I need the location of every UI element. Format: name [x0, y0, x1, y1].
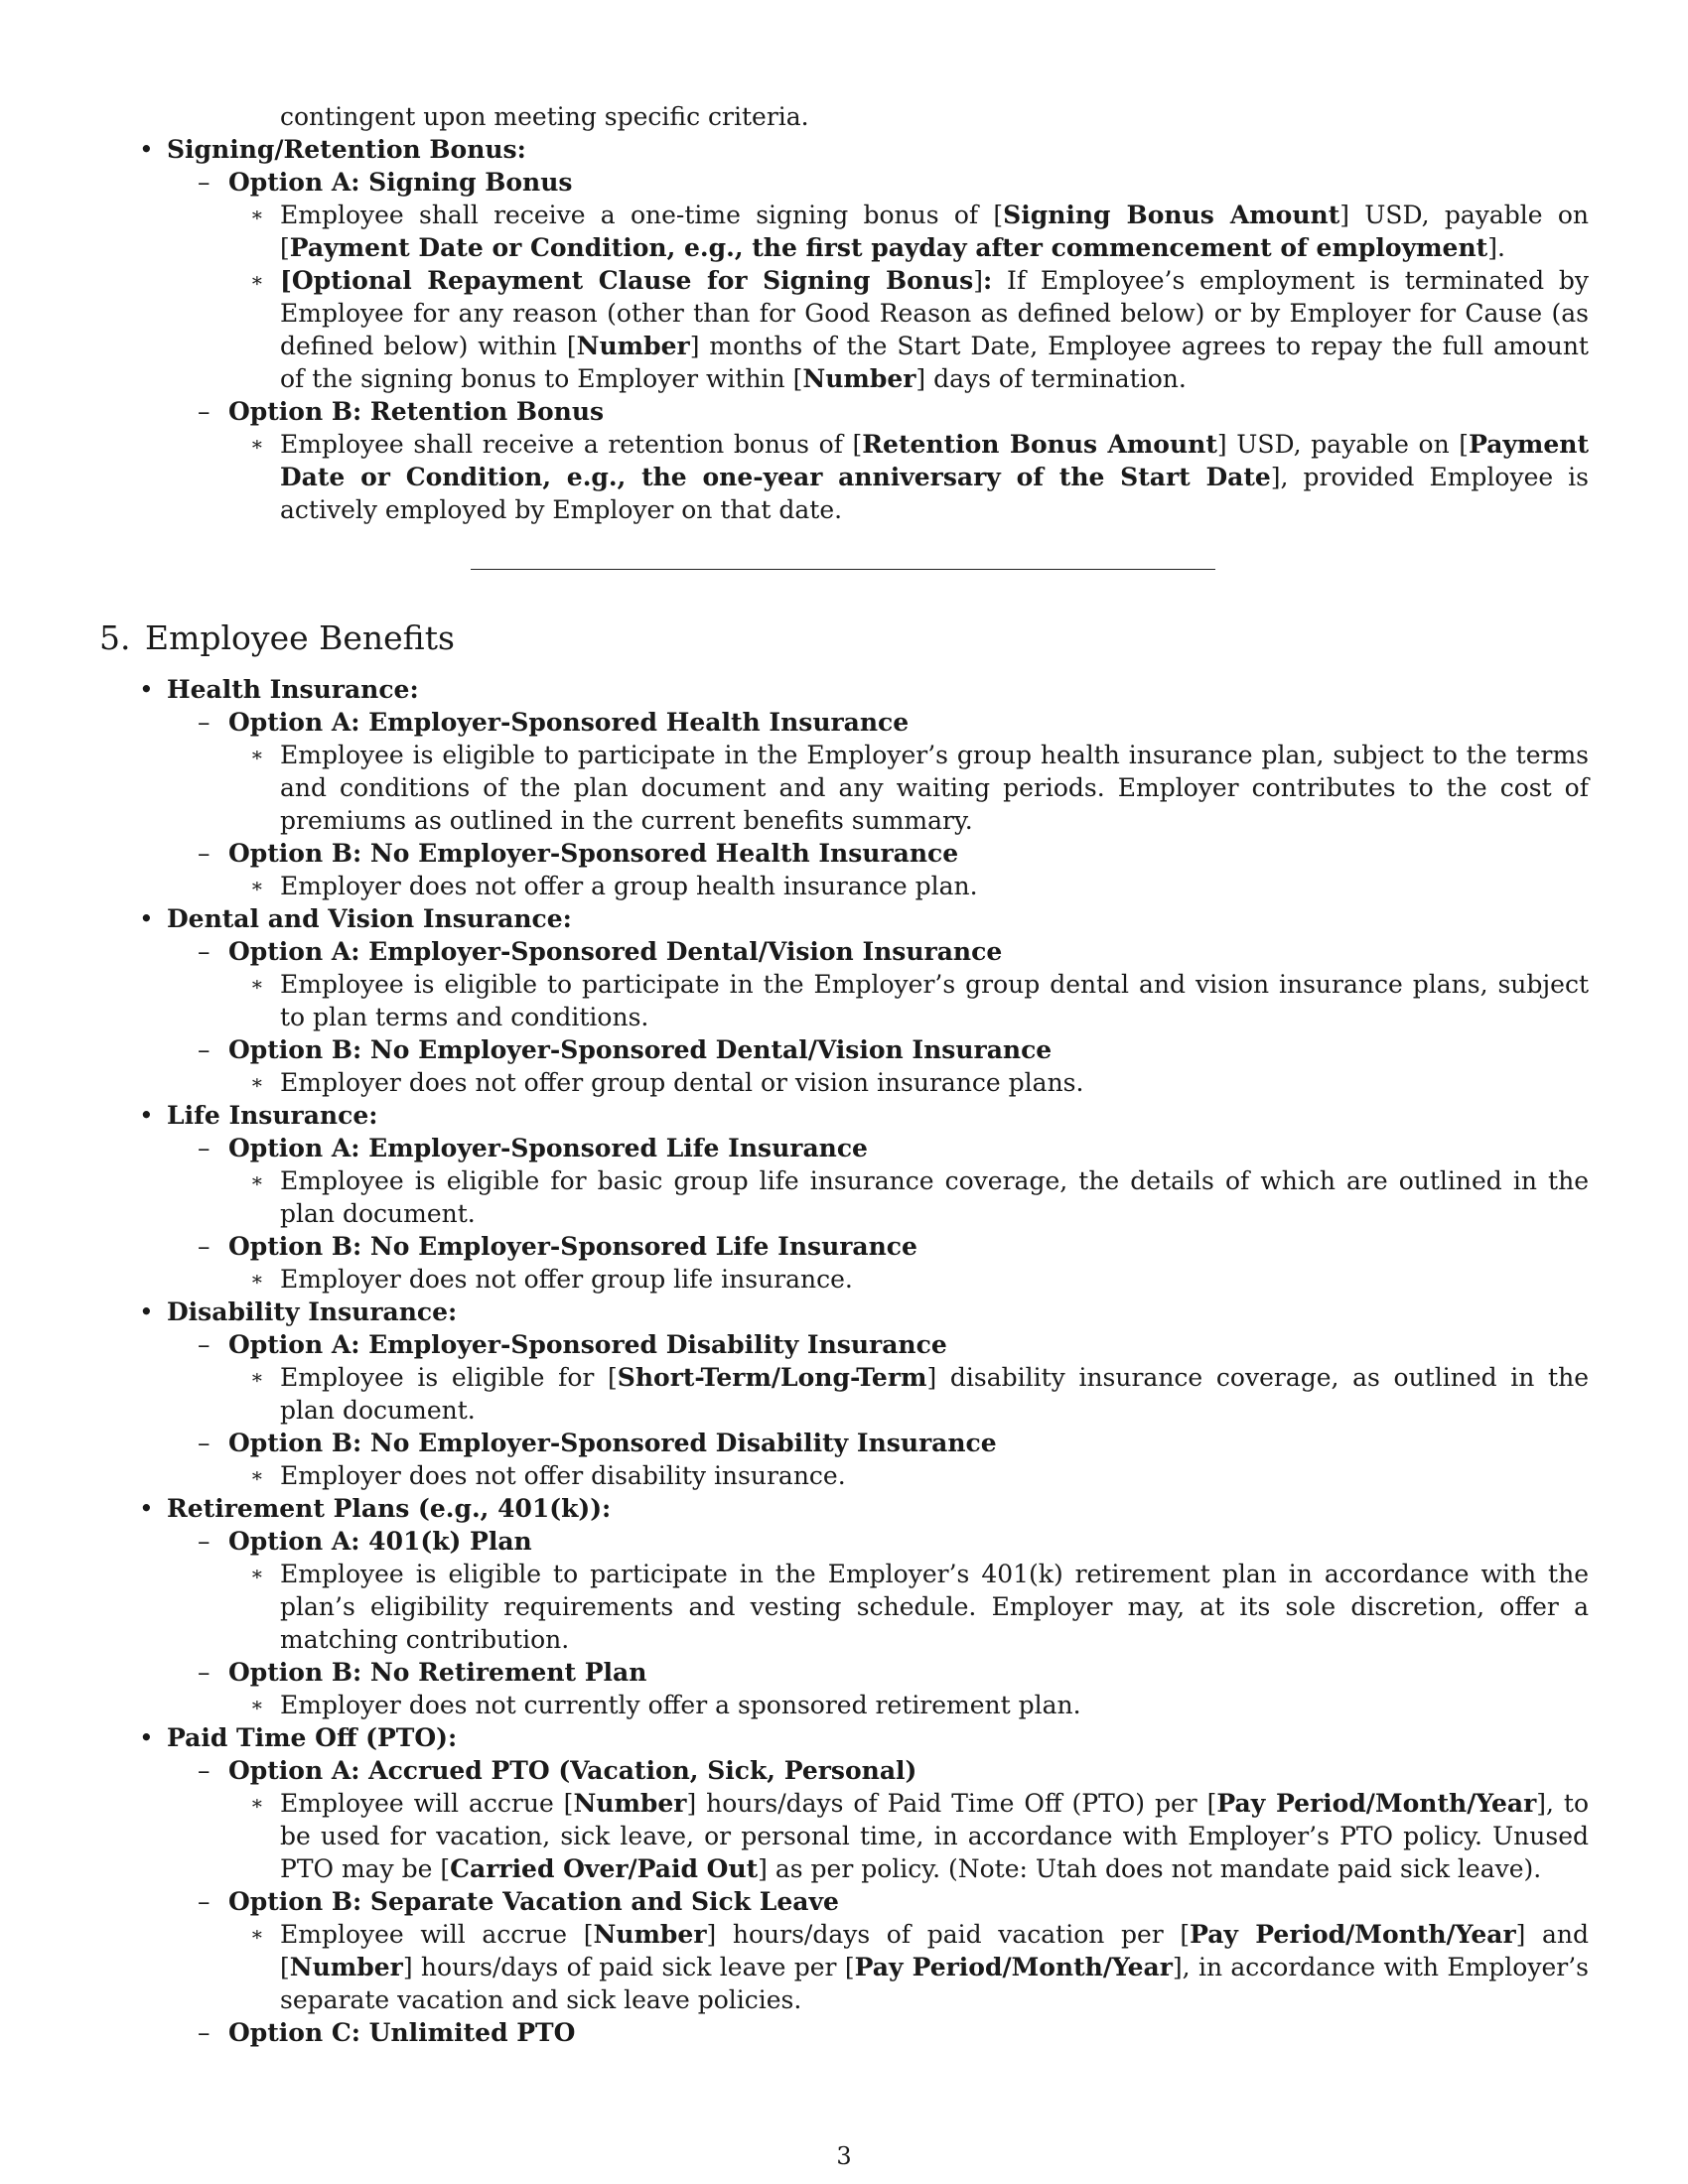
- clause-text: ].: [1487, 233, 1505, 262]
- bullet-marker: •: [139, 904, 154, 933]
- bullet-life-insurance: [0, 1099, 1688, 1132]
- health-a-clause: [0, 739, 1688, 837]
- star-marker: ∗: [250, 268, 264, 292]
- health-b-clause: [0, 870, 1688, 902]
- placeholder-field: Payment Date or Condition, e.g., the first payday after commencement of employment: [289, 233, 1488, 262]
- option-label: Option B: No Employer-Sponsored Life Insurance: [228, 1232, 917, 1261]
- dash-marker: –: [198, 839, 211, 868]
- placeholder-field: Short-Term/Long-Term: [617, 1363, 927, 1392]
- bullet-label: Disability Insurance:: [167, 1297, 458, 1326]
- section-number: 5.: [99, 618, 131, 657]
- section-heading: [99, 617, 455, 659]
- star-marker: ∗: [250, 1463, 264, 1487]
- star-marker: ∗: [250, 203, 264, 226]
- clause-text: ] USD, payable on [: [1216, 430, 1470, 459]
- pto-b-clause: [0, 1918, 1688, 2016]
- bullet-label: Signing/Retention Bonus:: [167, 135, 526, 164]
- placeholder-field: Number: [576, 332, 690, 360]
- life-b-clause: [0, 1263, 1688, 1296]
- bullet-label: Health Insurance:: [167, 675, 419, 704]
- clause-text: ] hours/days of paid sick leave per [: [402, 1953, 855, 1981]
- dash-marker: –: [198, 1035, 211, 1064]
- clause-text: ] as per policy. (Note: Utah does not mandate paid sick leave).: [758, 1854, 1542, 1883]
- bullet-dental-vision: [0, 902, 1688, 935]
- clause-text: Employee is eligible to participate in the Employer’s group dental and vision insurance plans, subject to plan terms and conditions.: [280, 970, 1589, 1031]
- clause-text: ] and [: [280, 1920, 1589, 1981]
- star-marker: ∗: [250, 1791, 264, 1815]
- clause-text: ] hours/days of Paid Time Off (PTO) per [: [686, 1789, 1217, 1818]
- star-marker: ∗: [250, 972, 264, 996]
- compensation-continuation: [0, 100, 1688, 526]
- dash-marker: –: [198, 1527, 211, 1556]
- clause-text: ], to be used for vacation, sick leave, or personal time, in accordance with Employer’s PTO policy. Unused PTO may be [: [280, 1789, 1590, 1883]
- clause-text: If Employee’s employment is terminated by Employee for any reason (other than for Good Reason as defined below) or by Employer for Cause (as defined below) within [: [280, 266, 1589, 360]
- option-dental-a: [0, 935, 1688, 968]
- clause-text: Employer does not currently offer a sponsored retirement plan.: [280, 1691, 1081, 1719]
- option-retention-bonus: [0, 395, 1688, 428]
- star-marker: ∗: [250, 1070, 264, 1094]
- section-title: Employee Benefits: [145, 618, 455, 657]
- option-health-a: [0, 706, 1688, 739]
- star-marker: ∗: [250, 1922, 264, 1946]
- clause-text: Employee shall receive a retention bonus of [: [280, 430, 863, 459]
- option-pto-c: [0, 2016, 1688, 2049]
- dental-a-clause: [0, 968, 1688, 1033]
- bullet-marker: •: [139, 1494, 154, 1523]
- clause-text: ], in accordance with Employer’s separate vacation and sick leave policies.: [280, 1953, 1589, 2014]
- dash-marker: –: [198, 1658, 211, 1687]
- disability-b-clause: [0, 1459, 1688, 1492]
- option-label: Option A: Employer-Sponsored Health Insurance: [228, 708, 910, 737]
- option-label: Option B: No Employer-Sponsored Dental/Vision Insurance: [228, 1035, 1053, 1064]
- clause-text: Employee is eligible to participate in the Employer’s 401(k) retirement plan in accordance with the plan’s eligibility requirements and vesting schedule. Employer may, at its sole discretion, offer a matching contribution.: [280, 1560, 1589, 1654]
- star-marker: ∗: [250, 1693, 264, 1716]
- disability-a-clause: [0, 1361, 1688, 1427]
- option-life-a: [0, 1132, 1688, 1164]
- clause-text: Employee is eligible for [: [280, 1363, 618, 1392]
- star-marker: ∗: [250, 1365, 264, 1389]
- bullet-marker: •: [139, 1101, 154, 1130]
- dash-marker: –: [198, 1887, 211, 1916]
- bullet-marker: •: [139, 1297, 154, 1326]
- bullet-marker: •: [139, 675, 154, 704]
- option-label: Option A: Employer-Sponsored Dental/Vision Insurance: [228, 937, 1003, 966]
- bullet-label: Paid Time Off (PTO):: [167, 1723, 458, 1752]
- option-label: Option A: Signing Bonus: [228, 168, 573, 197]
- placeholder-field: Number: [593, 1920, 707, 1949]
- pto-a-clause: [0, 1787, 1688, 1885]
- clause-text: Employee will accrue [: [280, 1920, 594, 1949]
- placeholder-field: Signing Bonus Amount: [1003, 201, 1340, 229]
- clause-text: Employer does not offer group life insurance.: [280, 1265, 853, 1294]
- dash-marker: –: [198, 1330, 211, 1359]
- clause-text: [: [280, 266, 292, 295]
- option-signing-bonus: [0, 166, 1688, 199]
- placeholder-field: Retention Bonus Amount: [862, 430, 1217, 459]
- option-label: Option A: 401(k) Plan: [228, 1527, 532, 1556]
- option-pto-a: [0, 1754, 1688, 1787]
- clause-text: Employer does not offer group dental or vision insurance plans.: [280, 1068, 1084, 1097]
- dental-b-clause: [0, 1066, 1688, 1099]
- placeholder-field: Number: [573, 1789, 687, 1818]
- option-pto-b: [0, 1885, 1688, 1918]
- clause-text: ] USD, payable on [: [280, 201, 1589, 262]
- star-marker: ∗: [250, 1562, 264, 1585]
- option-label: Option A: Employer-Sponsored Disability Insurance: [228, 1330, 947, 1359]
- star-marker: ∗: [250, 874, 264, 897]
- option-label: Option A: Accrued PTO (Vacation, Sick, Personal): [228, 1756, 917, 1785]
- option-label: Option A: Employer-Sponsored Life Insurance: [228, 1134, 868, 1162]
- repayment-clause: [0, 264, 1688, 395]
- option-label: Option B: No Employer-Sponsored Health Insurance: [228, 839, 959, 868]
- option-label: Option B: No Employer-Sponsored Disability Insurance: [228, 1429, 997, 1457]
- star-marker: ∗: [250, 1168, 264, 1192]
- bullet-marker: •: [139, 135, 154, 164]
- clause-text: Employee is eligible to participate in the Employer’s group health insurance plan, subject to the terms and conditions of the plan document and any waiting periods. Employer contributes to the cost of premiums as outlined in the current benefits summary.: [280, 741, 1589, 835]
- dash-marker: –: [198, 2018, 211, 2047]
- option-retirement-b: [0, 1656, 1688, 1689]
- retention-bonus-clause: [0, 428, 1688, 526]
- dash-marker: –: [198, 1232, 211, 1261]
- retirement-b-clause: [0, 1689, 1688, 1721]
- clause-text: :: [982, 266, 993, 295]
- star-marker: ∗: [250, 432, 264, 456]
- horizontal-rule: [471, 569, 1215, 570]
- option-label: Option B: No Retirement Plan: [228, 1658, 647, 1687]
- clause-text: ] hours/days of paid vacation per [: [706, 1920, 1191, 1949]
- option-label: Option B: Separate Vacation and Sick Leave: [228, 1887, 839, 1916]
- clause-text: Employee will accrue [: [280, 1789, 574, 1818]
- dash-marker: –: [198, 1756, 211, 1785]
- clause-text: ]: [973, 266, 983, 295]
- dash-marker: –: [198, 1429, 211, 1457]
- star-marker: ∗: [250, 743, 264, 766]
- option-life-b: [0, 1230, 1688, 1263]
- bullet-disability-insurance: [0, 1296, 1688, 1328]
- signing-bonus-clause: [0, 199, 1688, 264]
- clause-text: ] days of termination.: [915, 364, 1187, 393]
- dash-marker: –: [198, 168, 211, 197]
- option-health-b: [0, 837, 1688, 870]
- placeholder-field: Number: [802, 364, 916, 393]
- placeholder-field: Pay Period/Month/Year: [1190, 1920, 1516, 1949]
- bullet-label: Retirement Plans (e.g., 401(k)):: [167, 1494, 612, 1523]
- life-a-clause: [0, 1164, 1688, 1230]
- bullet-label: Life Insurance:: [167, 1101, 378, 1130]
- clause-text: Employee is eligible for basic group life insurance coverage, the details of which are outlined in the plan document.: [280, 1166, 1589, 1228]
- clause-text: ] disability insurance coverage, as outlined in the plan document.: [280, 1363, 1589, 1425]
- clause-text: ] months of the Start Date, Employee agrees to repay the full amount of the signing bonus to Employer within [: [280, 332, 1589, 393]
- placeholder-field: Pay Period/Month/Year: [854, 1953, 1173, 1981]
- option-label: Option B: Retention Bonus: [228, 397, 605, 426]
- option-disability-a: [0, 1328, 1688, 1361]
- bullet-paid-time-off: [0, 1721, 1688, 1754]
- bullet-label: Dental and Vision Insurance:: [167, 904, 572, 933]
- option-disability-b: [0, 1427, 1688, 1459]
- clause-text: Employee shall receive a one-time signing bonus of [: [280, 201, 1004, 229]
- bullet-retirement-plans: [0, 1492, 1688, 1525]
- benefits-list: [0, 673, 1688, 2049]
- dash-marker: –: [198, 1134, 211, 1162]
- option-retirement-a: [0, 1525, 1688, 1558]
- dash-marker: –: [198, 397, 211, 426]
- retirement-a-clause: [0, 1558, 1688, 1656]
- placeholder-field: Payment Date or Condition, e.g., the one-year anniversary of the Start Date: [280, 430, 1589, 491]
- star-marker: ∗: [250, 1267, 264, 1291]
- continuation-text: contingent upon meeting specific criteria.: [280, 102, 809, 131]
- clause-text: ], provided Employee is actively employed by Employer on that date.: [280, 463, 1590, 524]
- option-dental-b: [0, 1033, 1688, 1066]
- clause-text: Employer does not offer a group health insurance plan.: [280, 872, 978, 900]
- dash-marker: –: [198, 708, 211, 737]
- placeholder-field: Number: [289, 1953, 403, 1981]
- option-label: Option C: Unlimited PTO: [228, 2018, 576, 2047]
- placeholder-field: Optional Repayment Clause for Signing Bonus: [291, 266, 974, 295]
- bullet-signing-retention: [0, 133, 1688, 166]
- page-number: 3: [836, 2142, 852, 2170]
- bullet-marker: •: [139, 1723, 154, 1752]
- placeholder-field: Pay Period/Month/Year: [1216, 1789, 1537, 1818]
- placeholder-field: Carried Over/Paid Out: [450, 1854, 759, 1883]
- clause-text: Employer does not offer disability insurance.: [280, 1461, 846, 1490]
- bullet-health-insurance: [0, 673, 1688, 706]
- dash-marker: –: [198, 937, 211, 966]
